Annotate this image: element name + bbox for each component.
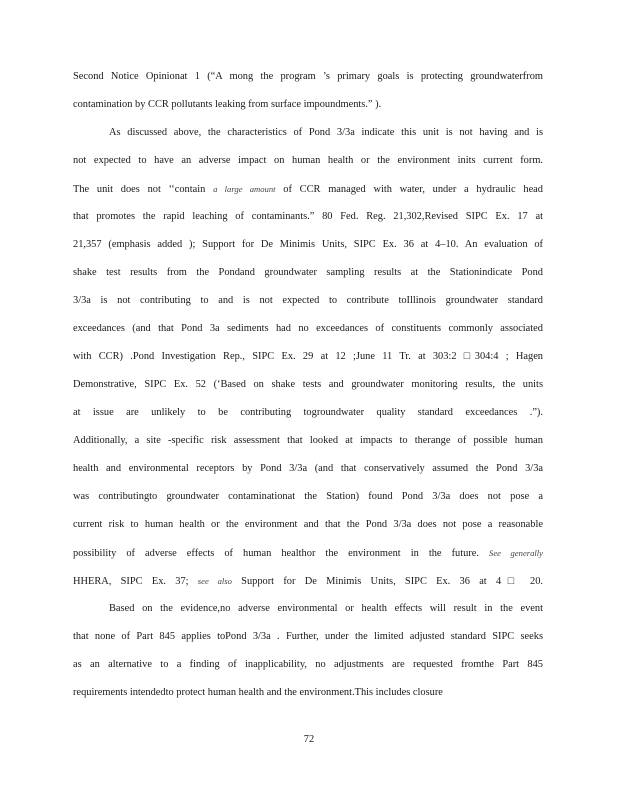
text-segment: The unit does not ‘‘contain (73, 184, 214, 195)
text-segment: As discussed above, the characteristics of Pond 3/3a indicate this unit is not having and is (109, 127, 543, 138)
text-line (73, 238, 543, 252)
text-segment: that promotes the rapid leaching of contaminants.” 80 Fed. Reg. 21,302,Revised SIPC Ex. 17 at (73, 211, 543, 222)
text-line (73, 294, 543, 308)
text-segment: was contributingto groundwater contaminationat the Station) found Pond 3/3a does not pose a (73, 491, 543, 502)
text-line (73, 406, 543, 420)
text-segment: 21,357 (emphasis added ); Support for De Minimis Units, SIPC Ex. 36 at 4–10. An evaluation of (73, 239, 543, 250)
text-line (73, 322, 543, 336)
text-segment: contamination by CCR pollutants leaking from surface impoundments.” ). (73, 99, 382, 110)
text-line (73, 630, 543, 644)
text-segment: HHERA, SIPC Ex. 37; (73, 576, 198, 587)
text-line (73, 70, 543, 84)
text-segment: possibility of adverse effects of human healthor the environment in the future. (73, 548, 490, 559)
text-line (109, 602, 543, 616)
italic-text-segment: See generally (489, 548, 543, 558)
text-segment: Support for De Minimis Units, SIPC Ex. 36 at 4□ 20. (231, 576, 543, 587)
text-line (73, 154, 543, 168)
text-segment: requirements intendedto protect human health and the environment.This includes closure (73, 687, 443, 698)
text-line (73, 686, 543, 700)
text-segment: that none of Part 845 applies toPond 3/3a . Further, under the limited adjusted standard SIPC seeks (73, 631, 543, 642)
text-segment: shake test results from the Pondand groundwater sampling results at the Stationindicate Pond (73, 267, 543, 278)
text-segment: current risk to human health or the environment and that the Pond 3/3a does not pose a reasonable (73, 519, 543, 530)
text-segment: of CCR managed with water, under a hydraulic head (275, 184, 543, 195)
text-line (73, 182, 543, 197)
text-line (73, 378, 543, 392)
page-number: 72 (303, 734, 315, 745)
text-line (73, 266, 543, 280)
text-segment: as an alternative to a finding of inapplicability, no adjustments are requested fromthe Part 845 (73, 659, 543, 670)
italic-text-segment: a large amount (213, 184, 276, 194)
text-segment: Demonstrative, SIPC Ex. 52 (‘Based on shake tests and groundwater monitoring results, the units (73, 379, 543, 390)
text-segment: Based on the evidence,no adverse environmental or health effects will result in the event (109, 603, 543, 614)
text-segment: exceedances (and that Pond 3a sediments had no exceedances of constituents commonly associated (73, 323, 543, 334)
text-line (73, 98, 543, 112)
text-line (73, 210, 543, 224)
text-segment: health and environmental receptors by Pond 3/3a (and that conservatively assumed the Pond 3/3a (73, 463, 543, 474)
text-segment: not expected to have an adverse impact on human health or the environment inits current form. (73, 155, 543, 166)
text-segment: with CCR) .Pond Investigation Rep., SIPC Ex. 29 at 12 ;June 11 Tr. at 303:2 □304:4 ; Hagen (73, 351, 543, 362)
text-line (73, 350, 543, 364)
text-line (73, 518, 543, 532)
text-line (73, 434, 543, 448)
text-line (73, 490, 543, 504)
text-segment: at issue are unlikely to be contributing togroundwater quality standard exceedances .”). (73, 407, 543, 418)
text-segment: Second Notice Opinionat 1 (“A mong the program ’s primary goals is protecting groundwaterfrom (73, 71, 543, 82)
text-segment: Additionally, a site -specific risk assessment that looked at impacts to therange of possible human (73, 435, 543, 446)
italic-text-segment: see also (197, 576, 232, 586)
text-line (73, 462, 543, 476)
text-line (109, 126, 543, 140)
text-segment: 3/3a is not contributing to and is not expected to contribute toIllinois groundwater standard (73, 295, 543, 306)
text-line (73, 546, 543, 561)
text-line (73, 574, 543, 589)
text-line (73, 658, 543, 672)
